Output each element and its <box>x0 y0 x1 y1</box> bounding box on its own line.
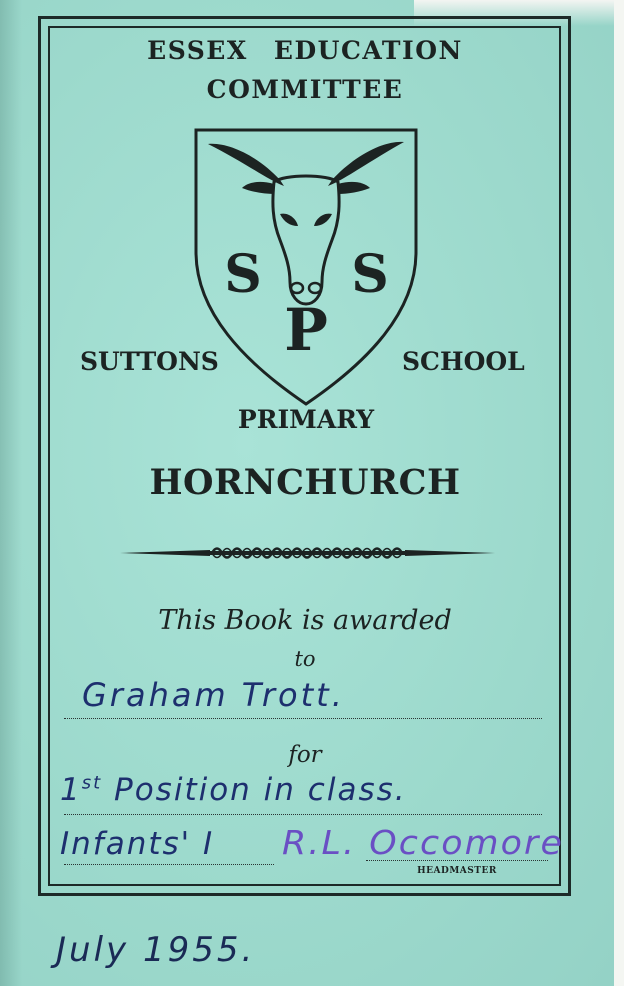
svg-text:R.L. Occomore: R.L. Occomore <box>282 823 564 862</box>
award-date: July 1955. <box>56 930 256 970</box>
achievement-rest: Position in class. <box>102 772 407 808</box>
school-type: PRIMARY <box>237 405 375 434</box>
recipient-name: Graham Trott. <box>82 676 345 714</box>
authority-name-line2: COMMITTEE <box>206 75 404 104</box>
crest-letter-right: S <box>351 244 389 305</box>
crest-letter-centre: P <box>284 296 328 364</box>
ordinal-number: 1 <box>60 772 82 808</box>
achievement-text <box>60 772 407 808</box>
ornamental-divider <box>120 540 495 566</box>
school-name-right: SCHOOL <box>402 347 525 376</box>
class-dotted-line <box>64 864 274 865</box>
award-statement: This Book is awarded <box>158 605 452 636</box>
paper-edge-shadow <box>0 0 22 986</box>
headmaster-signature <box>278 814 568 866</box>
recipient-dotted-line <box>64 718 542 719</box>
signature-dotted-line <box>366 860 548 861</box>
school-name-left: SUTTONS <box>80 347 219 376</box>
authority-name-line1: ESSEX EDUCATION <box>147 36 463 65</box>
ordinal-suffix: st <box>81 772 103 794</box>
to-label: to <box>294 647 316 671</box>
for-label: for <box>288 742 322 768</box>
signatory-title: HEADMASTER <box>417 866 497 876</box>
crest-letter-left: S <box>224 244 262 305</box>
class-name: Infants' I <box>60 826 215 862</box>
town-name: HORNCHURCH <box>149 462 461 503</box>
